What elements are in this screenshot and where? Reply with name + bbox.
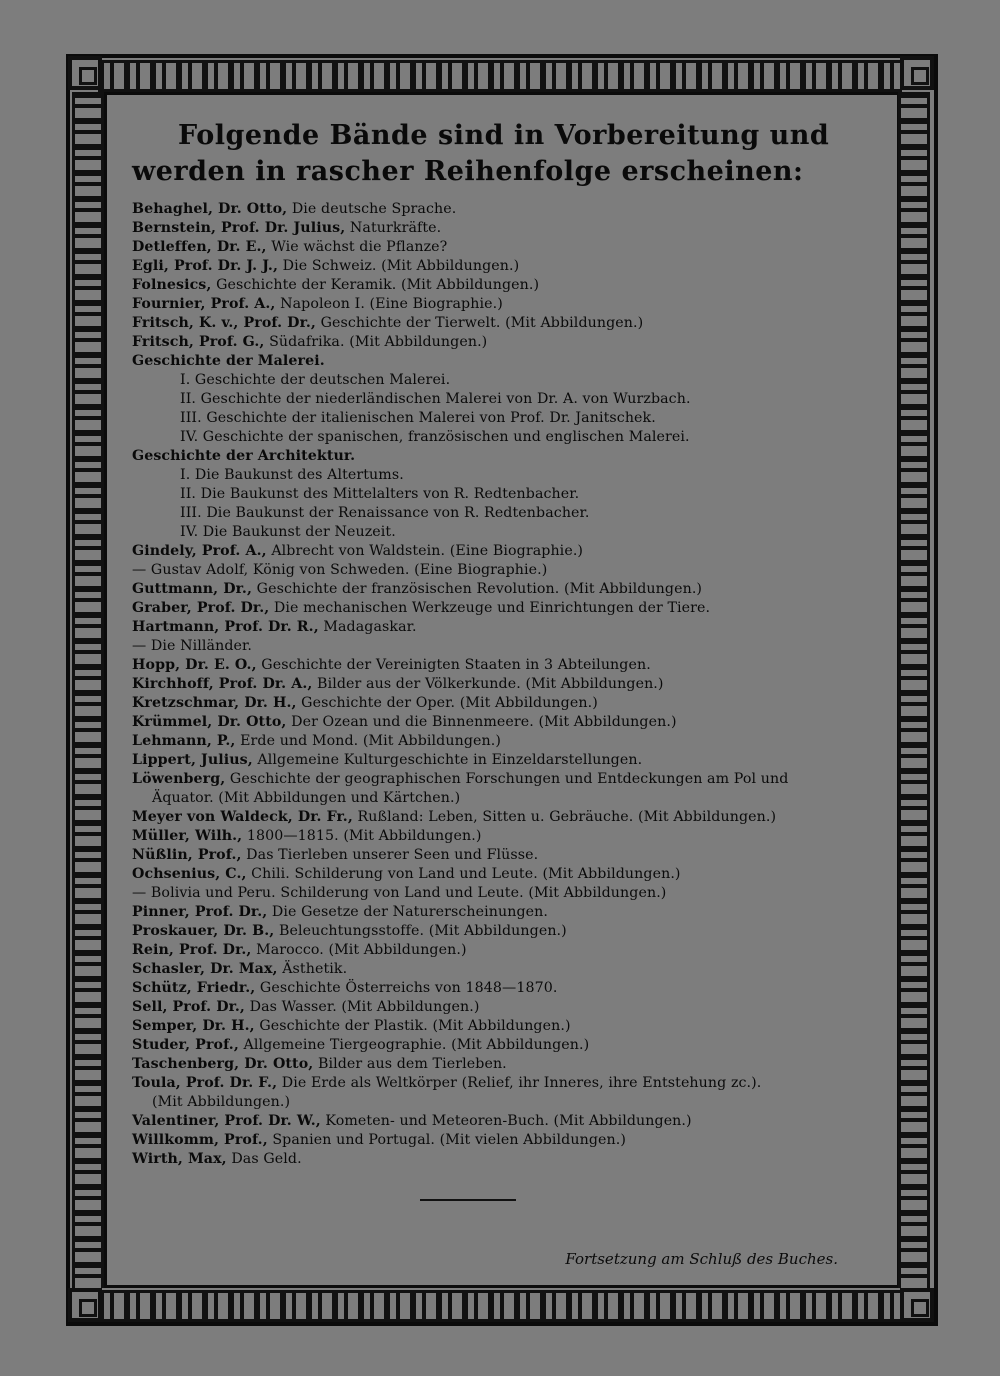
entry-author: Proskauer, Dr. B., (132, 923, 275, 939)
list-item (132, 1074, 854, 1093)
corner-ornament-bottom-right (900, 1288, 934, 1322)
entry-author: Folnesics, (132, 277, 212, 293)
entry-title: — Die Nilländer. (132, 638, 252, 654)
entry-author: Krümmel, Dr. Otto, (132, 714, 287, 730)
entry-author: Taschenberg, Dr. Otto, (132, 1056, 314, 1072)
list-item (132, 295, 854, 314)
list-item (132, 618, 854, 637)
entry-title: Geschichte der Plastik. (Mit Abbildungen.) (259, 1018, 571, 1034)
entry-author: Hartmann, Prof. Dr. R., (132, 619, 319, 635)
list-item (132, 979, 854, 998)
entry-author: Löwenberg, (132, 771, 226, 787)
entry-title: Allgemeine Tiergeographie. (Mit Abbildungen.) (243, 1037, 590, 1053)
entry-title: Die Erde als Weltkörper (Relief, ihr Inneres, ihre Entstehung zc.). (281, 1075, 762, 1091)
border-band-top (98, 60, 902, 92)
entry-author: Sell, Prof. Dr., (132, 999, 245, 1015)
list-item (132, 504, 854, 523)
entry-title: Ästhetik. (282, 961, 348, 977)
entry-author: Bernstein, Prof. Dr. Julius, (132, 220, 346, 236)
divider-rule (420, 1199, 516, 1201)
entry-author: Wirth, Max, (132, 1151, 227, 1167)
border-band-left (72, 92, 104, 1288)
entry-author: Schasler, Dr. Max, (132, 961, 278, 977)
list-item (132, 599, 854, 618)
list-item (132, 238, 854, 257)
list-item (132, 694, 854, 713)
entry-author: Meyer von Waldeck, Dr. Fr., (132, 809, 353, 825)
entry-title: Das Wasser. (Mit Abbildungen.) (249, 999, 480, 1015)
list-item (132, 1112, 854, 1131)
corner-ornament-bottom-left (68, 1288, 102, 1322)
entry-title: Albrecht von Waldstein. (Eine Biographie.) (271, 543, 584, 559)
entry-author: Guttmann, Dr., (132, 581, 253, 597)
list-item (132, 1150, 854, 1169)
entry-title: IV. Die Baukunst der Neuzeit. (180, 524, 396, 540)
list-item (132, 1131, 854, 1150)
entry-title: Madagaskar. (323, 619, 417, 635)
list-item (132, 808, 854, 827)
list-item (132, 732, 854, 751)
entry-author: Valentiner, Prof. Dr. W., (132, 1113, 321, 1129)
entry-title: Kometen- und Meteoren-Buch. (Mit Abbildungen.) (325, 1113, 692, 1129)
entry-author: Willkomm, Prof., (132, 1132, 268, 1148)
entry-title: Beleuchtungsstoffe. (Mit Abbildungen.) (278, 923, 567, 939)
list-item (132, 542, 854, 561)
entry-author: Geschichte der Architektur. (132, 448, 356, 464)
entry-author: Schütz, Friedr., (132, 980, 256, 996)
entry-author: Nüßlin, Prof., (132, 847, 242, 863)
entry-title: Allgemeine Kulturgeschichte in Einzeldarstellungen. (257, 752, 643, 768)
list-item (132, 713, 854, 732)
entry-title: Südafrika. (Mit Abbildungen.) (269, 334, 488, 350)
entry-title: — Bolivia und Peru. Schilderung von Land und Leute. (Mit Abbildungen.) (132, 885, 667, 901)
entry-author: Fournier, Prof. A., (132, 296, 276, 312)
list-item (132, 466, 854, 485)
entry-title: Geschichte der geographischen Forschungen und Entdeckungen am Pol und (229, 771, 789, 787)
entry-author: Fritsch, Prof. G., (132, 334, 265, 350)
entry-author: Rein, Prof. Dr., (132, 942, 252, 958)
list-item (132, 390, 854, 409)
entry-author: Gindely, Prof. A., (132, 543, 267, 559)
list-item (132, 751, 854, 770)
list-item (132, 865, 854, 884)
entry-title: III. Geschichte der italienischen Malerei von Prof. Dr. Janitschek. (180, 410, 656, 426)
entry-title: Wie wächst die Pflanze? (271, 239, 448, 255)
entry-title: Chili. Schilderung von Land und Leute. (Mit Abbildungen.) (251, 866, 681, 882)
entry-author: Hopp, Dr. E. O., (132, 657, 257, 673)
page-content (132, 118, 854, 1169)
list-item (132, 561, 854, 580)
list-item (132, 656, 854, 675)
entry-author: Pinner, Prof. Dr., (132, 904, 268, 920)
list-item (132, 884, 854, 903)
entry-title: Geschichte Österreichs von 1848—1870. (259, 980, 558, 996)
list-item (132, 371, 854, 390)
entry-title: III. Die Baukunst der Renaissance von R. Redtenbacher. (180, 505, 590, 521)
entry-title: Die Gesetze der Naturerscheinungen. (271, 904, 548, 920)
entry-title: II. Geschichte der niederländischen Malerei von Dr. A. von Wurzbach. (180, 391, 691, 407)
entry-title: 1800—1815. (Mit Abbildungen.) (246, 828, 482, 844)
list-item (132, 1036, 854, 1055)
list-item (132, 485, 854, 504)
list-item (132, 428, 854, 447)
corner-ornament-top-right (900, 56, 934, 90)
entry-title: Der Ozean und die Binnenmeere. (Mit Abbildungen.) (291, 714, 677, 730)
entry-title: Die deutsche Sprache. (291, 201, 457, 217)
entry-title: Marocco. (Mit Abbildungen.) (256, 942, 467, 958)
entry-author: Geschichte der Malerei. (132, 353, 325, 369)
list-item (132, 219, 854, 238)
entry-title: Geschichte der Tierwelt. (Mit Abbildungen.) (320, 315, 644, 331)
list-item (132, 523, 854, 542)
entry-title: Naturkräfte. (349, 220, 442, 236)
entry-title: Geschichte der Oper. (Mit Abbildungen.) (301, 695, 598, 711)
entry-author: Lehmann, P., (132, 733, 236, 749)
list-item (132, 789, 854, 808)
entry-author: Kirchhoff, Prof. Dr. A., (132, 676, 313, 692)
entry-title: Das Geld. (231, 1151, 302, 1167)
continuation-note: Fortsetzung am Schluß des Buches. (565, 1250, 838, 1268)
entry-author: Fritsch, K. v., Prof. Dr., (132, 315, 316, 331)
entry-author: Studer, Prof., (132, 1037, 239, 1053)
list-item (132, 1017, 854, 1036)
entry-title: I. Die Baukunst des Altertums. (180, 467, 404, 483)
entry-title: Die Schweiz. (Mit Abbildungen.) (282, 258, 520, 274)
list-item (132, 409, 854, 428)
entry-title: Geschichte der Vereinigten Staaten in 3 Abteilungen. (261, 657, 651, 673)
list-item (132, 998, 854, 1017)
entry-title: (Mit Abbildungen.) (152, 1094, 291, 1110)
entry-title: Geschichte der Keramik. (Mit Abbildungen.) (216, 277, 540, 293)
entry-author: Toula, Prof. Dr. F., (132, 1075, 278, 1091)
entry-title: Die mechanischen Werkzeuge und Einrichtungen der Tiere. (273, 600, 711, 616)
list-item (132, 827, 854, 846)
list-item (132, 770, 854, 789)
list-item (132, 1093, 854, 1112)
entry-title: Bilder aus der Völkerkunde. (Mit Abbildungen.) (317, 676, 664, 692)
list-item (132, 200, 854, 219)
entry-title: II. Die Baukunst des Mittelalters von R. Redtenbacher. (180, 486, 580, 502)
entry-title: Bilder aus dem Tierleben. (317, 1056, 507, 1072)
list-item (132, 637, 854, 656)
entry-author: Lippert, Julius, (132, 752, 253, 768)
list-item (132, 447, 854, 466)
entry-author: Müller, Wilh., (132, 828, 243, 844)
border-band-right (898, 92, 930, 1288)
entry-title: Äquator. (Mit Abbildungen und Kärtchen.) (152, 790, 461, 806)
entry-author: Graber, Prof. Dr., (132, 600, 270, 616)
list-item (132, 352, 854, 371)
list-item (132, 333, 854, 352)
list-item (132, 580, 854, 599)
list-item (132, 1055, 854, 1074)
list-item (132, 846, 854, 865)
entry-author: Kretzschmar, Dr. H., (132, 695, 297, 711)
entry-title: Rußland: Leben, Sitten u. Gebräuche. (Mit Abbildungen.) (357, 809, 777, 825)
entry-title: — Gustav Adolf, König von Schweden. (Eine Biographie.) (132, 562, 548, 578)
page-title: Folgende Bände sind in Vorbereitung und werden in rascher Reihenfolge erscheinen: (132, 120, 830, 187)
list-item (132, 276, 854, 295)
entry-title: Erde und Mond. (Mit Abbildungen.) (240, 733, 501, 749)
entry-title: Das Tierleben unserer Seen und Flüsse. (246, 847, 539, 863)
list-item (132, 960, 854, 979)
entry-title: IV. Geschichte der spanischen, französischen und englischen Malerei. (180, 429, 690, 445)
entry-author: Egli, Prof. Dr. J. J., (132, 258, 279, 274)
list-item (132, 922, 854, 941)
entry-title: Napoleon I. (Eine Biographie.) (280, 296, 503, 312)
list-item (132, 903, 854, 922)
list-item (132, 941, 854, 960)
list-item (132, 314, 854, 333)
entry-author: Behaghel, Dr. Otto, (132, 201, 288, 217)
entry-author: Detleffen, Dr. E., (132, 239, 267, 255)
entry-title: Geschichte der französischen Revolution. (Mit Abbildungen.) (256, 581, 703, 597)
entry-title: I. Geschichte der deutschen Malerei. (180, 372, 451, 388)
entry-author: Semper, Dr. H., (132, 1018, 255, 1034)
list-item (132, 675, 854, 694)
border-band-bottom (98, 1290, 902, 1322)
entry-author: Ochsenius, C., (132, 866, 247, 882)
list-item (132, 257, 854, 276)
entry-title: Spanien und Portugal. (Mit vielen Abbildungen.) (272, 1132, 626, 1148)
corner-ornament-top-left (68, 56, 102, 90)
book-list (132, 200, 854, 1169)
